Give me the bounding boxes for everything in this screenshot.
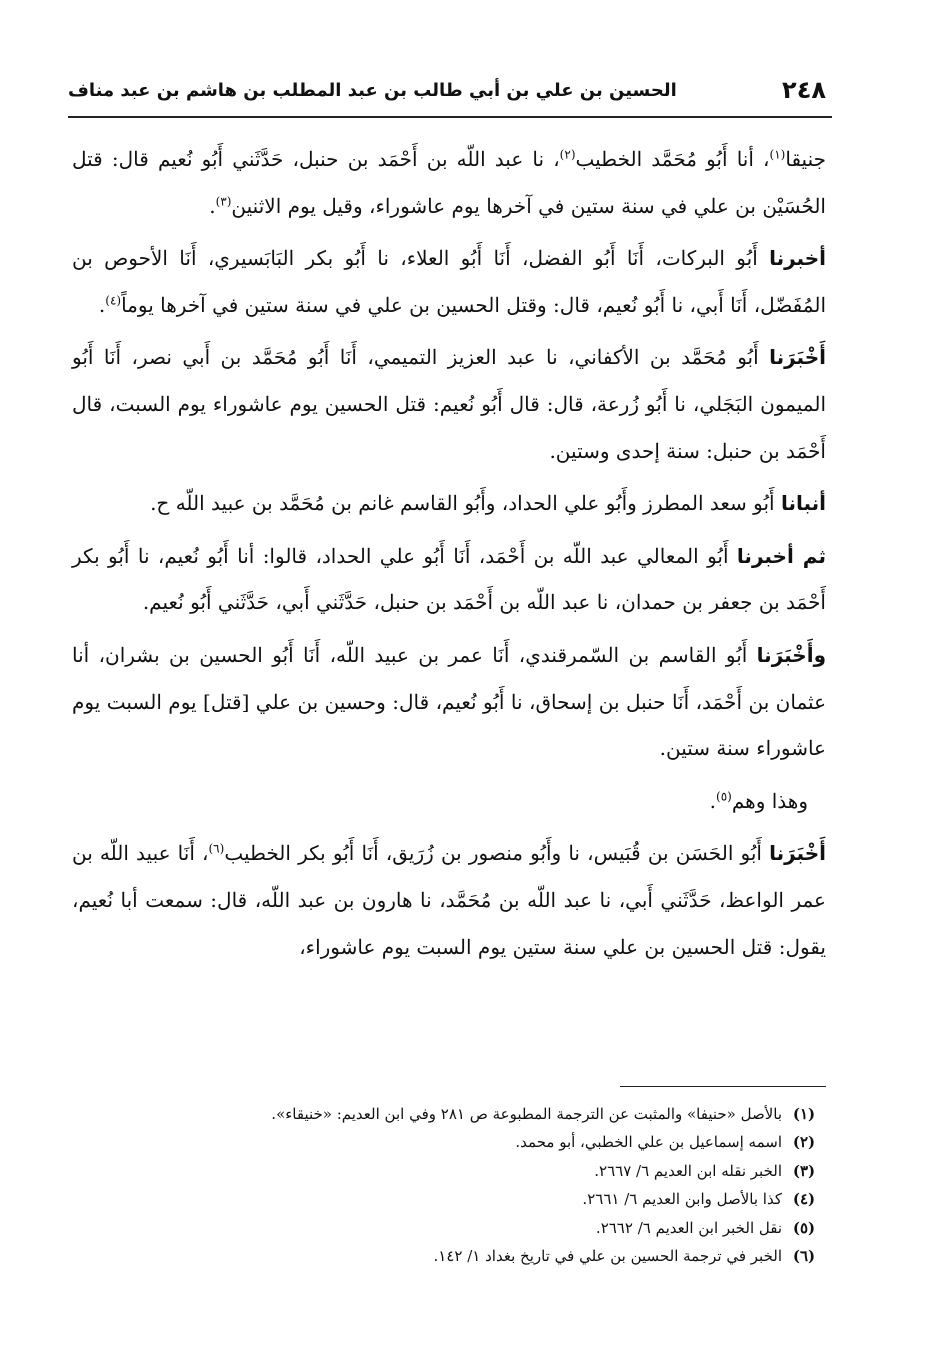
header-rule: [68, 116, 832, 118]
text-segment: ، نا عبد اللّه بن أَحْمَد بن حنبل، حَدَّثَني أَبُو نُعيم قال: قتل الحُسَيْن بن علي في سنة ستين في آخرها يوم عاشوراء، وقيل يوم الاثنين: [72, 147, 826, 218]
footnote-text: نقل الخبر ابن العديم ٦/ ٢٦٦٢.: [595, 1218, 782, 1237]
paragraph: [72, 778, 826, 825]
footnote-text: الخبر نقله ابن العديم ٦/ ٢٦٦٧.: [594, 1161, 782, 1180]
paragraph-lead-word: ثم أخبرنا: [736, 543, 826, 568]
text-segment: .: [98, 292, 106, 317]
paragraph: [72, 480, 826, 527]
text-segment: ، أنا أَبُو مُحَمَّد الخطيب: [575, 147, 770, 171]
paragraph-lead-word: أنبانا: [780, 491, 826, 516]
footnote-reference: (١): [769, 147, 786, 162]
footnote-reference: (٥): [716, 789, 732, 804]
text-segment: أَبُو سعد المطرز وأَبُو علي الحداد، وأَبُو القاسم غانم بن مُحَمَّد بن عبيد اللّه ح.: [150, 491, 781, 516]
footnote-reference: (٦): [208, 841, 225, 856]
text-segment: ، أَنَا عبيد اللّه بن عمر الواعظ، حَدَّثَني أَبي، نا عبد اللّه بن مُحَمَّد، نا هارون بن عبد اللّه، قال: سمعت أبا نُعيم، يقول: قتل الحسين بن علي سنة ستين يوم السبت يوم عاشوراء،: [72, 841, 826, 959]
footnote: [72, 1157, 826, 1185]
footnote-reference: (٢): [559, 147, 576, 162]
text-segment: أَبُو المعالي عبد اللّه بن أَحْمَد، أَنَا أَبُو علي الحداد، قالوا: أنا أَبُو نُعيم، نا أَبُو بكر أَحْمَد بن جعفر بن حمدان، نا عبد اللّه بن أَحْمَد بن حنبل، حَدَّثَني أَبي، حَدَّثَني أَبُو نُعيم.: [72, 543, 826, 615]
footnotes: [72, 1100, 826, 1270]
footnote-text: الخبر في ترجمة الحسين بن علي في تاريخ بغداد ١/ ١٤٢.: [433, 1247, 782, 1266]
text-segment: .: [209, 193, 216, 218]
footnote-number: (٤): [792, 1190, 816, 1209]
text-segment: أَبُو مُحَمَّد بن الأكفاني، نا عبد العزيز التميمي، أَنَا أَبُو مُحَمَّد بن أَبي نصر، أَنَا أَبُو الميمون البَجَلي، نا أَبُو زُرعة، قال: قال أَبُو نُعيم: قتل الحسين يوم عاشوراء يوم السبت، قال أَحْمَد بن حنبل: سنة إحدى وستين.: [72, 345, 826, 463]
text-segment: أَبُو الحَسَن بن قُبَيس، نا وأَبُو منصور بن زُرَيق، أَنَا أَبُو بكر الخطيب: [224, 841, 770, 866]
footnote-reference: (٤): [105, 293, 122, 308]
text-segment: أَبُو البركات، أَنَا أَبُو الفضل، أَنَا أَبُو العلاء، نا أَبُو بكر البَابَسيري، أَنَا الأحوص بن المُفَضّل، أَنَا أَبي، نا أَبُو نُعيم، قال: وقتل الحسين بن علي في سنة ستين في آخرها يوماً: [72, 246, 826, 317]
text-segment: وهذا وهم: [731, 788, 808, 813]
paragraph-lead-word: أَخْبَرَنا: [769, 841, 826, 866]
footnote-number: (٢): [792, 1133, 816, 1152]
paragraph-lead-word: أَخْبَرَنا: [769, 345, 826, 370]
paragraph: [72, 334, 826, 474]
page-header: [68, 72, 828, 112]
paragraph: [72, 136, 826, 229]
text-segment: .: [709, 788, 717, 813]
footnote-number: (١): [792, 1105, 816, 1123]
footnote-reference: (٣): [215, 193, 232, 208]
footnote: [72, 1128, 826, 1156]
main-text: [72, 136, 826, 976]
footnote-text: اسمه إسماعيل بن علي الخطبي، أبو محمد.: [515, 1133, 782, 1152]
paragraph: [72, 533, 826, 626]
page-number: ٢٤٨: [782, 76, 826, 104]
footnote-text: بالأصل «حنيفا» والمثبت عن الترجمة المطبوعة ص ٢٨١ وفي ابن العديم: «خنيقاء».: [271, 1105, 782, 1123]
footnote-number: (٦): [792, 1247, 816, 1266]
footnote-text: كذا بالأصل وابن العديم ٦/ ٢٦٦١.: [582, 1190, 782, 1209]
footnote: [72, 1214, 826, 1242]
footnote: [72, 1100, 826, 1128]
footnote-separator: [620, 1086, 826, 1087]
paragraph-lead-word: وأَخْبَرَنا: [756, 642, 826, 667]
text-segment: جنيقا: [785, 147, 826, 171]
footnote-number: (٥): [792, 1218, 816, 1237]
footnote-number: (٣): [792, 1161, 816, 1180]
paragraph: [72, 235, 826, 328]
footnote: [72, 1242, 826, 1270]
paragraph: [72, 632, 826, 772]
running-title: الحسين بن علي بن أبي طالب بن عبد المطلب بن هاشم بن عبد مناف: [68, 80, 677, 101]
paragraph: [72, 830, 826, 970]
paragraph-lead-word: أخبرنا: [769, 246, 826, 271]
text-segment: أَبُو القاسم بن السّمرقندي، أَنَا عمر بن عبيد اللّه، أَنَا أَبُو الحسين بن بشران، أنا عثمان بن أَحْمَد، أَنَا حنبل بن إسحاق، نا أَبُو نُعيم، قال: وحسين بن علي [قتل] يوم السبت يوم عاشوراء سنة ستين.: [72, 642, 826, 761]
footnote: [72, 1185, 826, 1213]
